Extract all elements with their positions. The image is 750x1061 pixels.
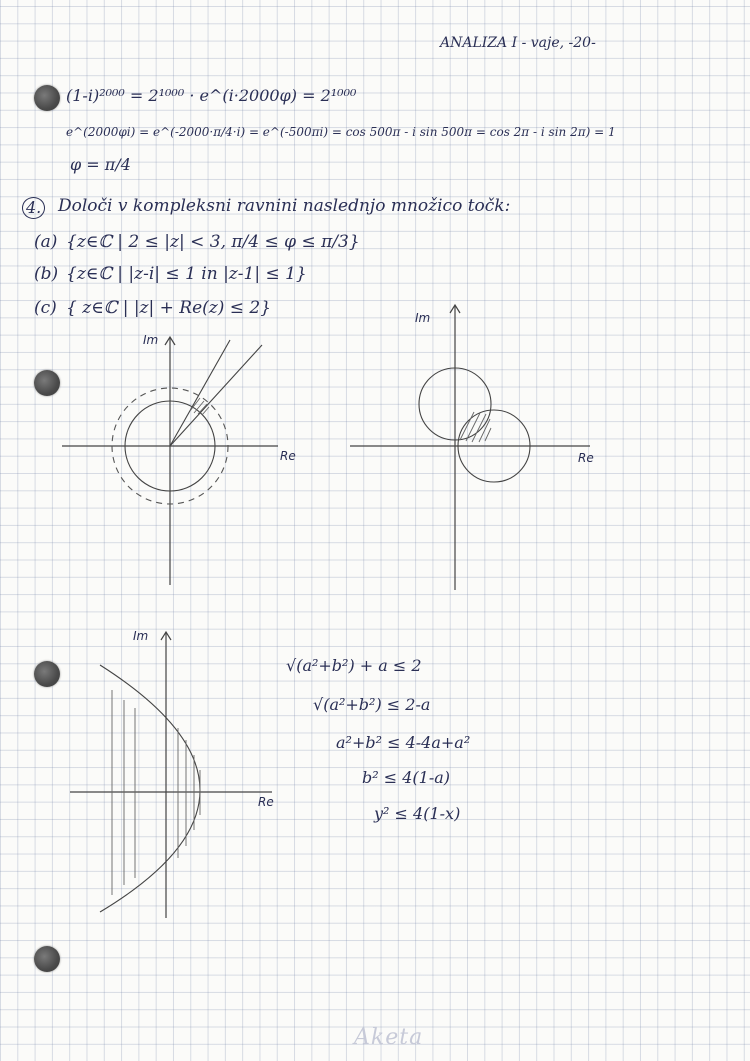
task-statement: Določi v kompleksni ravnini naslednjo množico točk: (58, 196, 511, 216)
part-c-label: (c) (34, 298, 57, 318)
page-header: ANALIZA I - vaje, -20- (440, 35, 596, 51)
parabola (100, 665, 200, 912)
re-label-c: Re (258, 795, 274, 809)
part-a-text: {z∈ℂ | 2 ≤ |z| < 3, π/4 ≤ φ ≤ π/3} (66, 232, 360, 252)
part-b-label: (b) (34, 264, 59, 284)
derivation-step-1: √(a²+b²) + a ≤ 2 (286, 656, 422, 675)
example-line-2: e^(2000φi) = e^(-2000·π/4·i) = e^(-500πi) = cos 500π - i sin 500π = cos 2π - i sin 2π) = 1 (66, 125, 616, 139)
part-a-label: (a) (34, 232, 58, 252)
derivation-step-2: √(a²+b²) ≤ 2-a (313, 695, 431, 714)
im-label-b: Im (415, 311, 431, 325)
brand-logo: Aketa (354, 1025, 424, 1050)
part-b-text: {z∈ℂ | |z-i| ≤ 1 in |z-1| ≤ 1} (66, 264, 307, 284)
im-label-a: Im (143, 333, 159, 347)
example-line-1: (1-i)²⁰⁰⁰ = 2¹⁰⁰⁰ · e^(i·2000φ) = 2¹⁰⁰⁰ (66, 86, 357, 105)
derivation-step-5: y² ≤ 4(1-x) (374, 804, 461, 823)
im-label-c: Im (133, 629, 149, 643)
part-c-text: { z∈ℂ | |z| + Re(z) ≤ 2} (66, 298, 272, 318)
re-label-b: Re (578, 451, 594, 465)
derivation-step-3: a²+b² ≤ 4-4a+a² (336, 733, 471, 752)
re-label-a: Re (280, 449, 296, 463)
task-number: 4. (22, 197, 45, 219)
example-line-3: φ = π/4 (70, 155, 131, 174)
derivation-step-4: b² ≤ 4(1-a) (362, 768, 451, 787)
